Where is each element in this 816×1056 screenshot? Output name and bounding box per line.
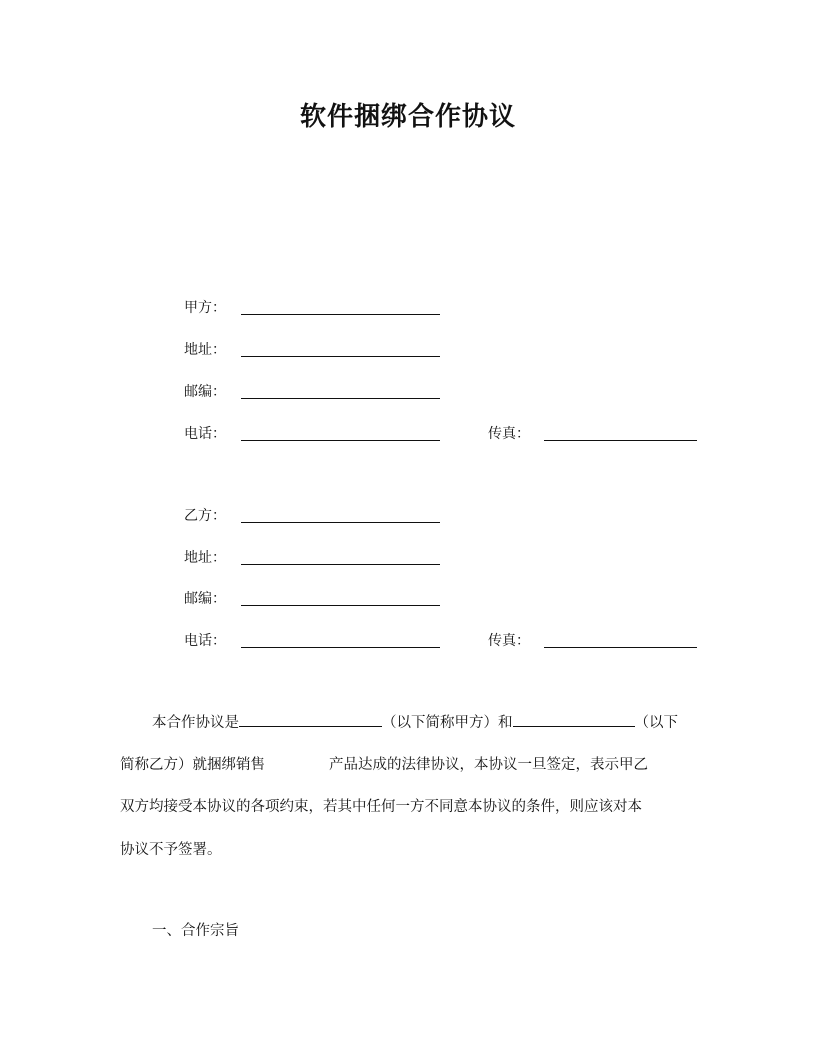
party-b-postcode-field[interactable]	[241, 605, 440, 606]
intro-line-1-text-b: （以下简称甲方）和	[382, 715, 513, 731]
intro-line-1-text-c: （以下	[634, 715, 678, 731]
party-a-fax-label: 传真：	[488, 426, 530, 442]
party-b-address-label: 地址：	[184, 550, 226, 566]
party-b-fax-label: 传真：	[488, 633, 530, 649]
party-b-fax-field[interactable]	[544, 647, 697, 648]
party-a-address-label: 地址：	[184, 342, 226, 358]
party-b-name-field[interactable]	[241, 522, 440, 523]
party-a-address-field[interactable]	[241, 356, 440, 357]
party-b-phone-field[interactable]	[241, 647, 440, 648]
party-b-postcode-label: 邮编：	[184, 591, 226, 607]
intro-line-2-text-a: 简称乙方）就捆绑销售	[120, 757, 265, 773]
party-a-label: 甲方：	[184, 300, 226, 316]
intro-line-1	[152, 711, 678, 733]
party-a-phone-field[interactable]	[241, 440, 440, 441]
intro-line-2-text-b: 产品达成的法律协议，本协议一旦签定，表示甲乙	[329, 757, 648, 773]
party-b-address-field[interactable]	[241, 564, 440, 565]
section-heading-1: 一、合作宗旨	[152, 923, 239, 939]
party-a-postcode-field[interactable]	[241, 398, 440, 399]
party-b-label: 乙方：	[184, 508, 226, 524]
party-a-postcode-label: 邮编：	[184, 384, 226, 400]
intro-line-1-text-a: 本合作协议是	[152, 715, 239, 731]
intro-party-a-blank[interactable]	[239, 711, 382, 727]
intro-line-3: 双方均接受本协议的各项约束，若其中任何一方不同意本协议的条件，则应该对本	[120, 799, 642, 815]
party-a-name-field[interactable]	[241, 314, 440, 315]
intro-party-b-blank[interactable]	[513, 711, 635, 727]
party-a-phone-label: 电话：	[184, 426, 226, 442]
intro-line-4: 协议不予签署。	[120, 842, 222, 858]
party-a-fax-field[interactable]	[544, 440, 697, 441]
document-title: 软件捆绑合作协议	[299, 102, 516, 132]
party-b-phone-label: 电话：	[184, 633, 226, 649]
intro-line-2	[120, 755, 648, 775]
